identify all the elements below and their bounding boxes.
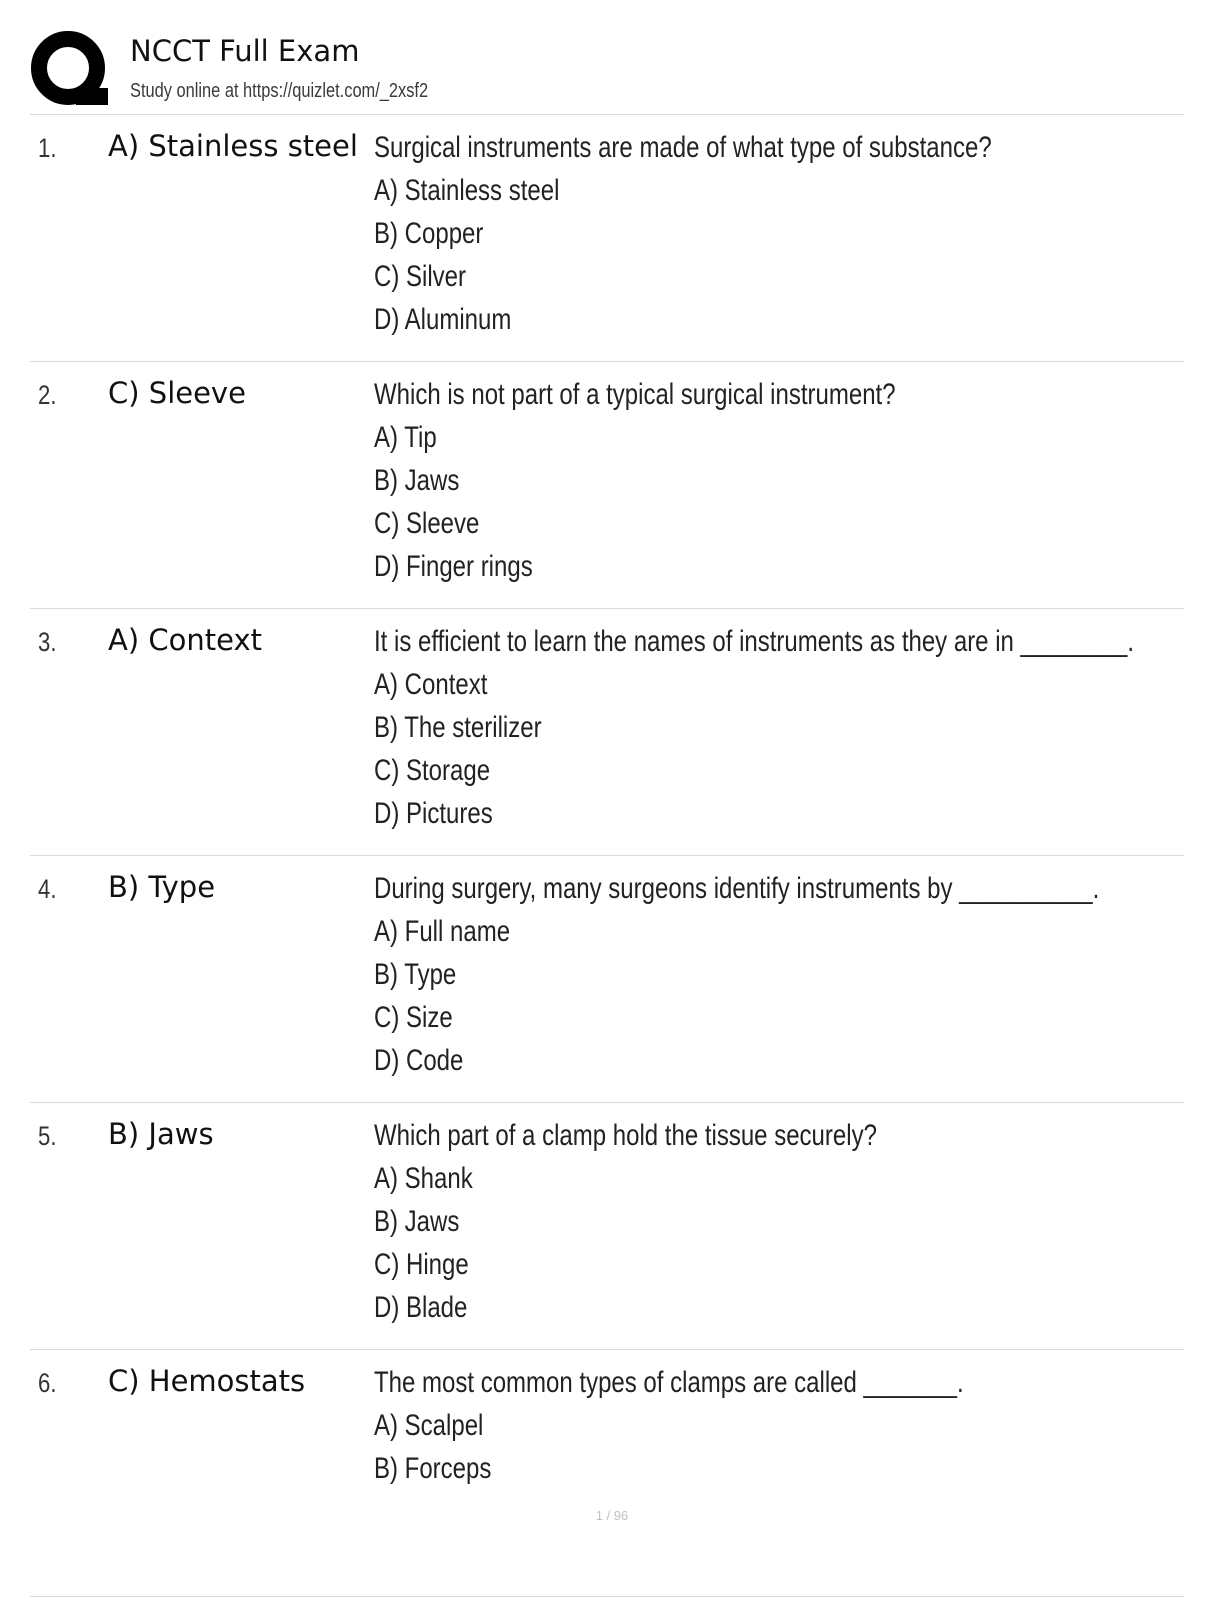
card-term: B) Type xyxy=(108,870,216,904)
study-online-link[interactable]: Study online at https://quizlet.com/_2xsf2 xyxy=(130,80,429,102)
card-definition xyxy=(374,625,1174,840)
quizlet-logo-icon xyxy=(30,30,110,108)
answer-option: A) Context xyxy=(374,668,488,701)
answer-option: B) Jaws xyxy=(374,464,460,497)
answer-option: D) Code xyxy=(374,1044,464,1077)
flashcard-row xyxy=(30,856,1184,1103)
card-definition xyxy=(374,872,1174,1087)
flashcard-list xyxy=(30,115,1184,1597)
card-term: B) Jaws xyxy=(108,1117,214,1151)
answer-option: A) Shank xyxy=(374,1162,473,1195)
answer-option: B) Type xyxy=(374,958,457,991)
card-number: 5. xyxy=(38,1121,57,1151)
answer-option: C) Hinge xyxy=(374,1248,469,1281)
answer-option: D) Blade xyxy=(374,1291,468,1324)
card-definition xyxy=(374,1119,1174,1334)
card-term: C) Sleeve xyxy=(108,376,246,410)
question-text: Surgical instruments are made of what type of substance? xyxy=(374,131,992,164)
question-text: It is efficient to learn the names of instruments as they are in ________. xyxy=(374,625,1134,658)
card-number: 4. xyxy=(38,874,57,904)
answer-option: C) Storage xyxy=(374,754,491,787)
card-definition xyxy=(374,131,1174,346)
card-number: 1. xyxy=(38,133,57,163)
question-text: The most common types of clamps are called _______. xyxy=(374,1366,964,1399)
document-header xyxy=(30,28,1184,115)
answer-option: B) Copper xyxy=(374,217,484,250)
answer-option: C) Size xyxy=(374,1001,453,1034)
answer-option: C) Sleeve xyxy=(374,507,480,540)
answer-option: A) Full name xyxy=(374,915,511,948)
card-number: 3. xyxy=(38,627,57,657)
answer-option: A) Stainless steel xyxy=(374,174,560,207)
flashcard-row xyxy=(30,1103,1184,1350)
card-term: C) Hemostats xyxy=(108,1364,306,1398)
card-number: 6. xyxy=(38,1368,57,1398)
flashcard-row xyxy=(30,1350,1184,1597)
answer-option: A) Tip xyxy=(374,421,437,454)
flashcard-row xyxy=(30,609,1184,856)
question-text: Which is not part of a typical surgical instrument? xyxy=(374,378,896,411)
document-title: NCCT Full Exam xyxy=(130,34,360,68)
answer-option: B) Jaws xyxy=(374,1205,460,1238)
card-term: A) Stainless steel xyxy=(108,129,358,163)
answer-option: B) The sterilizer xyxy=(374,711,542,744)
card-definition xyxy=(374,1366,1174,1495)
answer-option: D) Finger rings xyxy=(374,550,533,583)
answer-option: A) Scalpel xyxy=(374,1409,484,1442)
answer-option: D) Aluminum xyxy=(374,303,512,336)
card-definition xyxy=(374,378,1174,593)
answer-option: B) Forceps xyxy=(374,1452,492,1485)
flashcard-row xyxy=(30,115,1184,362)
card-term: A) Context xyxy=(108,623,262,657)
answer-option: D) Pictures xyxy=(374,797,493,830)
question-text: Which part of a clamp hold the tissue securely? xyxy=(374,1119,877,1152)
page-number: 1 / 96 xyxy=(595,1508,629,1523)
question-text: During surgery, many surgeons identify instruments by __________. xyxy=(374,872,1100,905)
card-number: 2. xyxy=(38,380,57,410)
answer-option: C) Silver xyxy=(374,260,467,293)
flashcard-row xyxy=(30,362,1184,609)
